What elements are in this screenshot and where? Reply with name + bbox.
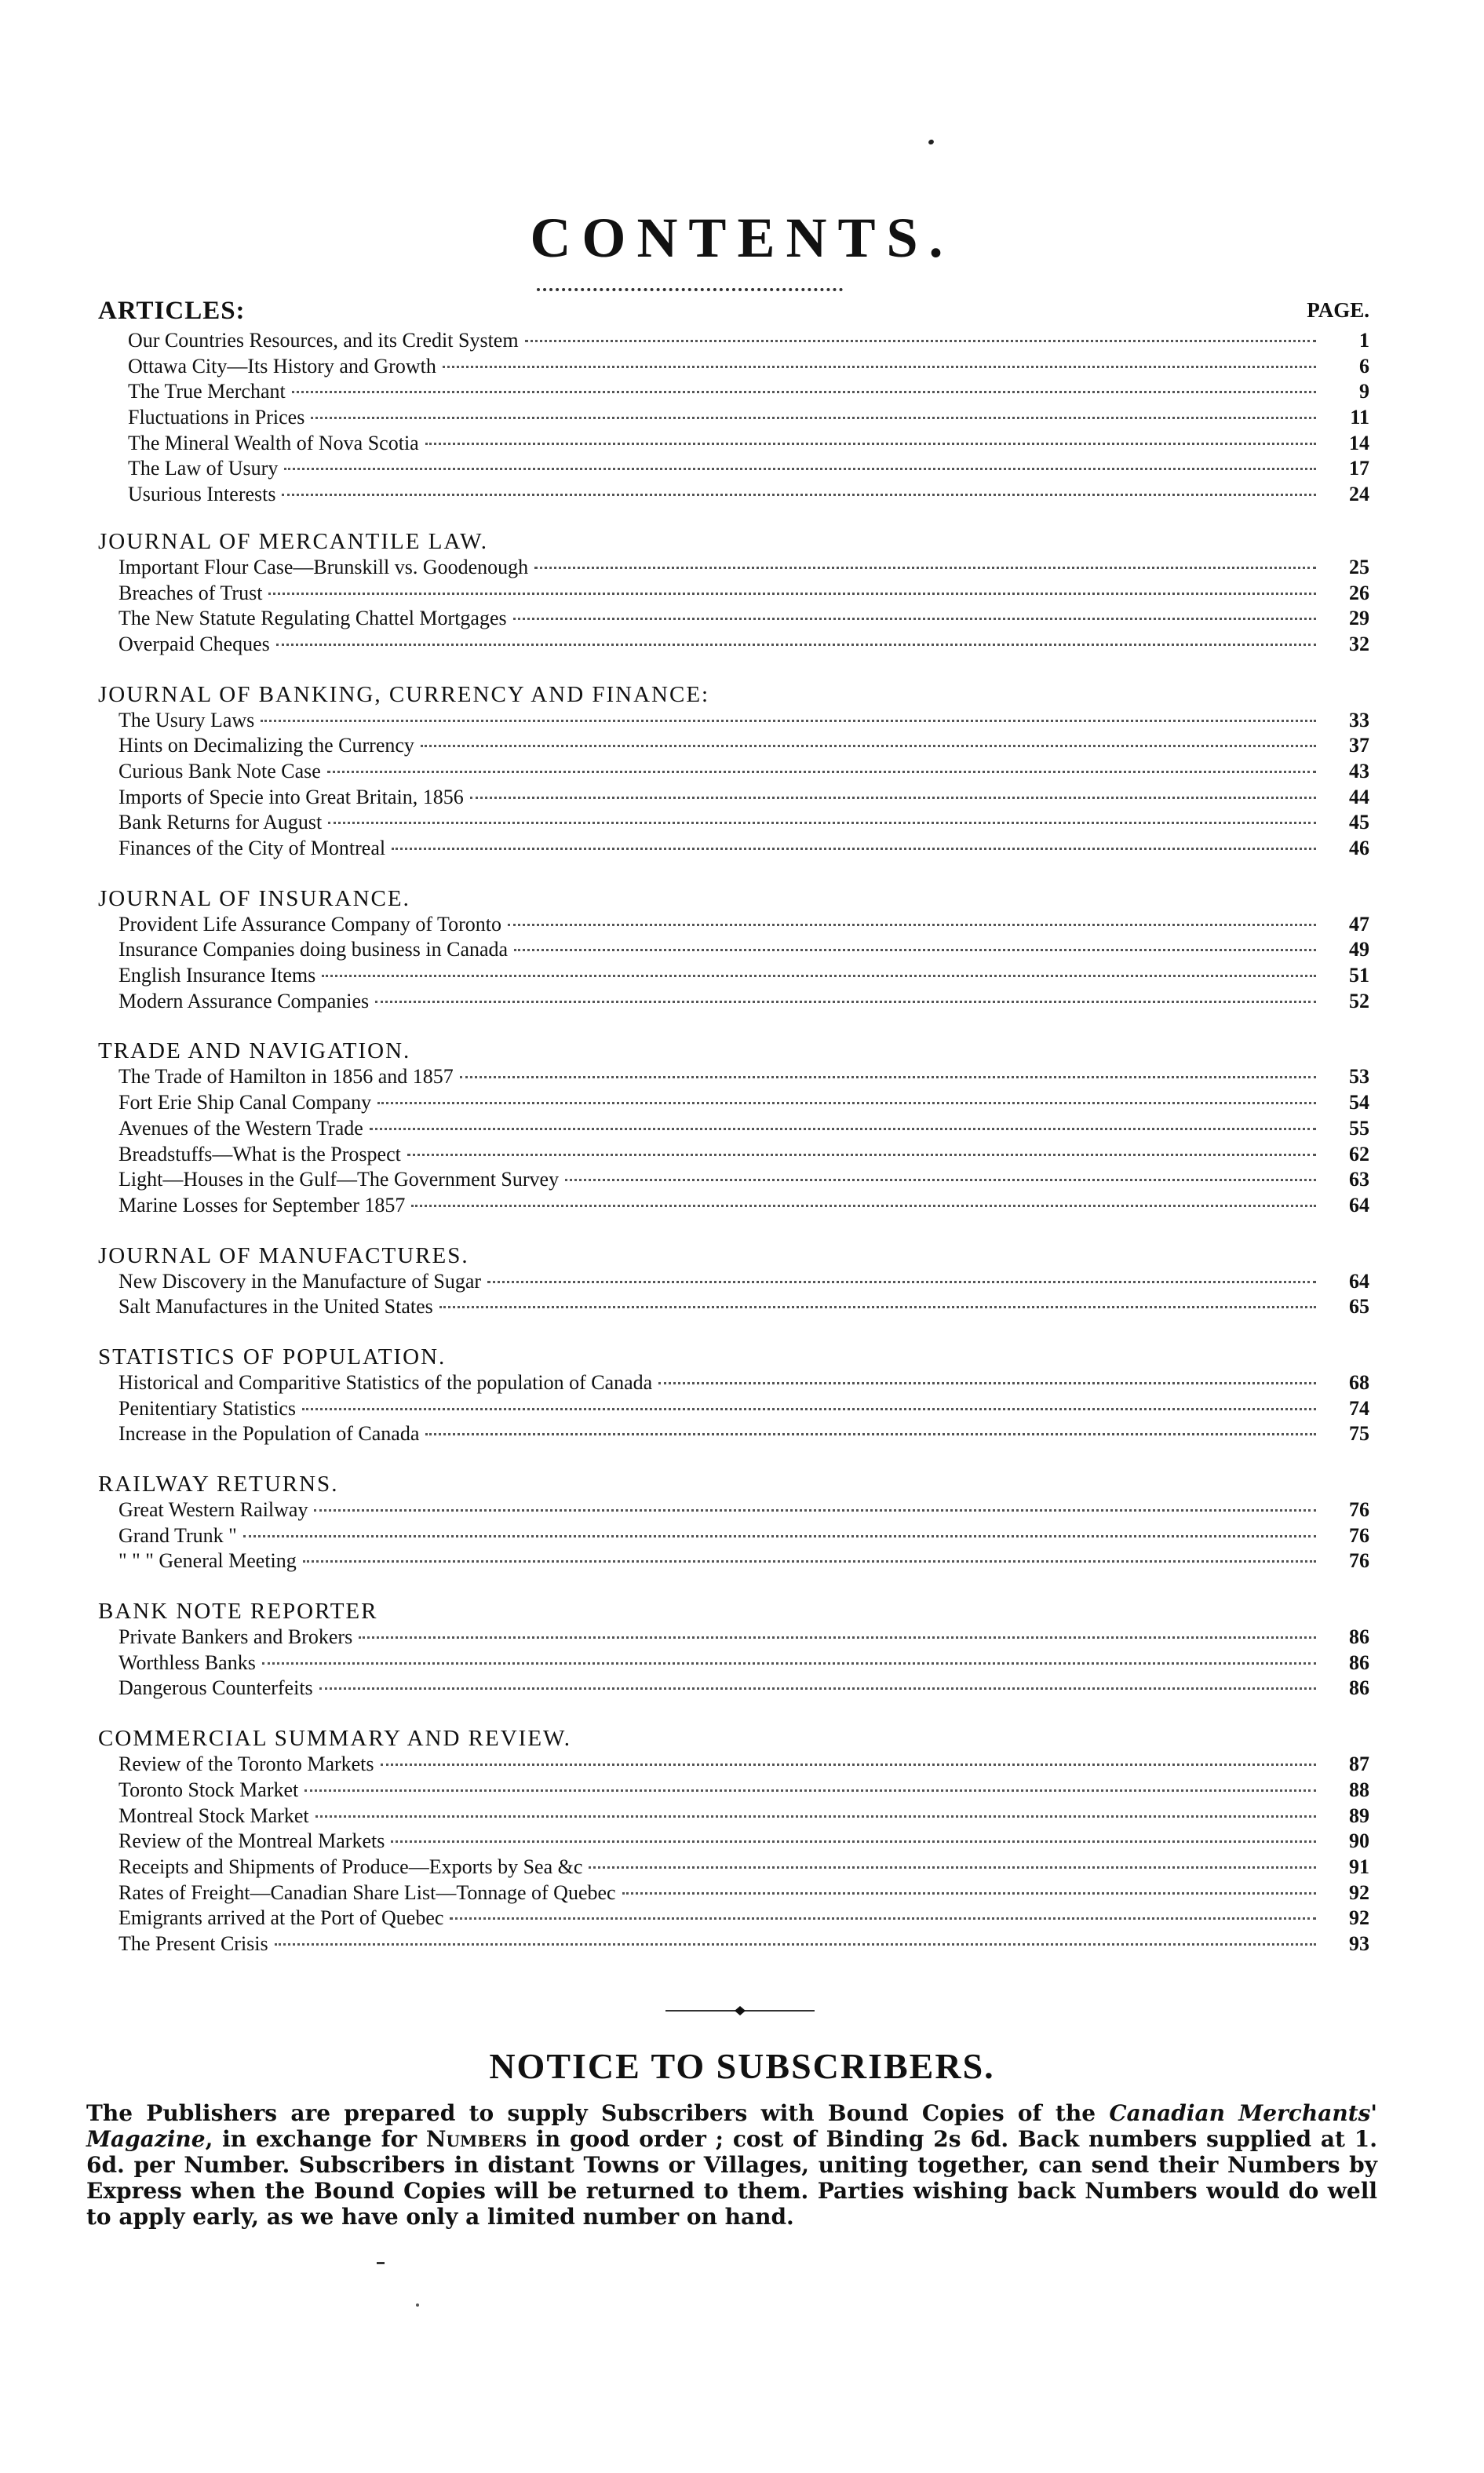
divider-ornament bbox=[665, 2005, 815, 2016]
toc-section bbox=[98, 328, 1369, 508]
toc-entry bbox=[98, 606, 1369, 632]
entry-title: The True Merchant bbox=[128, 380, 286, 403]
entry-page-number: 87 bbox=[1349, 1753, 1369, 1776]
entry-page-number: 32 bbox=[1349, 632, 1369, 655]
dot-leader bbox=[513, 618, 1316, 620]
toc-entry bbox=[98, 482, 1369, 508]
entry-title: Worthless Banks bbox=[119, 1650, 256, 1674]
entry-page-number: 49 bbox=[1349, 938, 1369, 961]
toc-entry bbox=[98, 1804, 1369, 1829]
toc-entry bbox=[98, 1906, 1369, 1931]
entry-title: Avenues of the Western Trade bbox=[119, 1116, 363, 1140]
entry-page-number: 52 bbox=[1349, 989, 1369, 1012]
section-title: TRADE AND NAVIGATION. bbox=[98, 1038, 411, 1064]
entry-title: Review of the Toronto Markets bbox=[119, 1753, 374, 1776]
entry-title: The Law of Usury bbox=[128, 457, 279, 480]
entry-page-number: 64 bbox=[1349, 1269, 1369, 1293]
entry-title: Important Flour Case—Brunskill vs. Goodenough bbox=[119, 555, 529, 578]
toc-entry bbox=[98, 581, 1369, 607]
entry-page-number: 24 bbox=[1349, 483, 1369, 506]
entry-title: Provident Life Assurance Company of Toronto bbox=[119, 912, 502, 936]
section-title: STATISTICS OF POPULATION. bbox=[98, 1344, 447, 1370]
toc-entry bbox=[98, 1269, 1369, 1295]
toc-entry bbox=[98, 555, 1369, 581]
toc-entry bbox=[98, 1752, 1369, 1778]
toc-section bbox=[98, 1471, 1369, 1574]
toc-entry bbox=[98, 1370, 1369, 1396]
dot-leader bbox=[319, 1687, 1316, 1690]
entry-page-number: 26 bbox=[1349, 581, 1369, 604]
entry-page-number: 76 bbox=[1349, 1523, 1369, 1547]
toc-entry bbox=[98, 354, 1369, 380]
toc-entry bbox=[98, 328, 1369, 354]
toc-entry bbox=[98, 1167, 1369, 1193]
stray-mark bbox=[416, 2303, 419, 2307]
entry-title: Private Bankers and Brokers bbox=[119, 1625, 353, 1649]
entry-page-number: 86 bbox=[1349, 1650, 1369, 1674]
dot-leader bbox=[392, 848, 1316, 850]
dot-leader bbox=[439, 1306, 1316, 1308]
entry-page-number: 62 bbox=[1349, 1142, 1369, 1165]
entry-title: Salt Manufactures in the United States bbox=[119, 1295, 433, 1319]
entry-page-number: 76 bbox=[1349, 1498, 1369, 1521]
dot-leader bbox=[425, 1433, 1316, 1435]
toc-section bbox=[98, 1242, 1369, 1320]
toc-entry bbox=[98, 1116, 1369, 1142]
dot-leader bbox=[525, 340, 1316, 342]
stray-mark bbox=[377, 2262, 385, 2264]
entry-page-number: 89 bbox=[1349, 1804, 1369, 1827]
toc-entry bbox=[98, 1497, 1369, 1523]
entry-page-number: 74 bbox=[1349, 1396, 1369, 1420]
dot-leader bbox=[302, 1408, 1316, 1410]
toc-section bbox=[98, 1598, 1369, 1702]
dot-leader bbox=[565, 1179, 1316, 1181]
dot-leader bbox=[411, 1205, 1316, 1207]
entry-title: Great Western Railway bbox=[119, 1498, 308, 1521]
entry-title: Breadstuffs—What is the Prospect bbox=[119, 1142, 401, 1165]
entry-title: Hints on Decimalizing the Currency bbox=[119, 734, 414, 757]
section-title: JOURNAL OF MERCANTILE LAW. bbox=[98, 528, 489, 554]
entry-title: The Present Crisis bbox=[119, 1931, 268, 1955]
entry-page-number: 45 bbox=[1349, 811, 1369, 834]
title-rule bbox=[537, 288, 843, 291]
toc-entry bbox=[98, 1676, 1369, 1702]
toc-entry bbox=[98, 989, 1369, 1015]
entry-page-number: 75 bbox=[1349, 1422, 1369, 1446]
dot-leader bbox=[328, 822, 1316, 824]
page-column-label: PAGE. bbox=[1307, 298, 1369, 322]
dot-leader bbox=[658, 1382, 1316, 1384]
entry-title: Our Countries Resources, and its Credit System bbox=[128, 329, 519, 352]
entry-title: The Usury Laws bbox=[119, 708, 255, 731]
dot-leader bbox=[514, 949, 1316, 951]
entry-title: Toronto Stock Market bbox=[119, 1778, 299, 1801]
entry-page-number: 92 bbox=[1349, 1906, 1369, 1930]
entry-page-number: 1 bbox=[1359, 329, 1369, 352]
toc-entry bbox=[98, 937, 1369, 963]
notice-title: NOTICE TO SUBSCRIBERS. bbox=[489, 2046, 995, 2086]
entry-page-number: 17 bbox=[1349, 457, 1369, 480]
section-title: BANK NOTE REPORTER bbox=[98, 1599, 378, 1625]
entry-page-number: 47 bbox=[1349, 912, 1369, 936]
dot-leader bbox=[450, 1917, 1316, 1920]
toc-entry bbox=[98, 1778, 1369, 1804]
toc-entry bbox=[98, 1142, 1369, 1168]
section-title: JOURNAL OF BANKING, CURRENCY AND FINANCE: bbox=[98, 681, 710, 707]
toc-entry bbox=[98, 810, 1369, 836]
entry-page-number: 86 bbox=[1349, 1625, 1369, 1649]
articles-label: ARTICLES: bbox=[98, 297, 246, 325]
toc-section bbox=[98, 1344, 1369, 1447]
entry-title: Breaches of Trust bbox=[119, 581, 263, 604]
dot-leader bbox=[381, 1764, 1316, 1766]
entry-page-number: 51 bbox=[1349, 964, 1369, 987]
toc-entry bbox=[98, 1931, 1369, 1957]
entry-page-number: 6 bbox=[1359, 354, 1369, 378]
notice-body bbox=[86, 2100, 1377, 2230]
toc-entry bbox=[98, 1064, 1369, 1090]
dot-leader bbox=[370, 1128, 1316, 1130]
entry-title: Review of the Montreal Markets bbox=[119, 1829, 385, 1853]
entry-title: Increase in the Population of Canada bbox=[119, 1422, 420, 1446]
toc-entry bbox=[98, 1650, 1369, 1676]
entry-page-number: 25 bbox=[1349, 555, 1369, 578]
page-title: CONTENTS. bbox=[530, 206, 954, 269]
toc-section bbox=[98, 528, 1369, 658]
entry-title: Ottawa City—Its History and Growth bbox=[128, 354, 436, 378]
section-title: JOURNAL OF INSURANCE. bbox=[98, 885, 410, 911]
dot-leader bbox=[375, 1001, 1316, 1003]
toc-entry bbox=[98, 456, 1369, 482]
entry-page-number: 55 bbox=[1349, 1116, 1369, 1140]
dot-leader bbox=[322, 975, 1316, 977]
dot-leader bbox=[262, 1662, 1316, 1665]
entry-page-number: 65 bbox=[1349, 1295, 1369, 1319]
section-title: RAILWAY RETURNS. bbox=[98, 1472, 339, 1497]
entry-title: Marine Losses for September 1857 bbox=[119, 1193, 406, 1216]
entry-title: Imports of Specie into Great Britain, 1856 bbox=[119, 785, 464, 808]
dot-leader bbox=[292, 391, 1316, 393]
entry-title: Grand Trunk " bbox=[119, 1523, 237, 1547]
dot-leader bbox=[268, 593, 1316, 595]
dot-leader bbox=[304, 1789, 1316, 1792]
entry-title: Usurious Interests bbox=[128, 483, 276, 506]
entry-title: Penitentiary Statistics bbox=[119, 1396, 297, 1420]
entry-page-number: 86 bbox=[1349, 1676, 1369, 1700]
toc-sections bbox=[98, 328, 1369, 1957]
toc-entry bbox=[98, 1829, 1369, 1855]
entry-title: Rates of Freight—Canadian Share List—Tonnage of Quebec bbox=[119, 1880, 616, 1904]
entry-title: Historical and Comparitive Statistics of the population of Canada bbox=[119, 1370, 653, 1394]
dot-leader bbox=[282, 494, 1316, 496]
toc-section bbox=[98, 885, 1369, 1015]
entry-title: Receipts and Shipments of Produce—Exports by Sea &c bbox=[119, 1855, 583, 1878]
entry-title: Montreal Stock Market bbox=[119, 1804, 309, 1827]
entry-page-number: 54 bbox=[1349, 1091, 1369, 1114]
entry-page-number: 53 bbox=[1349, 1065, 1369, 1089]
toc-entry bbox=[98, 1523, 1369, 1549]
dot-leader bbox=[487, 1281, 1316, 1283]
toc-entry bbox=[98, 1396, 1369, 1422]
dot-leader bbox=[275, 1943, 1316, 1946]
dot-leader bbox=[443, 366, 1316, 368]
entry-page-number: 33 bbox=[1349, 708, 1369, 731]
toc-header bbox=[98, 297, 1369, 328]
toc-entry bbox=[98, 1548, 1369, 1574]
dot-leader bbox=[425, 443, 1316, 445]
entry-page-number: 46 bbox=[1349, 837, 1369, 859]
entry-page-number: 76 bbox=[1349, 1549, 1369, 1573]
entry-title: Fluctuations in Prices bbox=[128, 406, 305, 429]
table-of-contents bbox=[98, 297, 1369, 1981]
entry-page-number: 64 bbox=[1349, 1193, 1369, 1216]
toc-entry bbox=[98, 836, 1369, 862]
dot-leader bbox=[243, 1535, 1316, 1537]
dot-leader bbox=[327, 771, 1316, 773]
dot-leader bbox=[284, 468, 1316, 470]
entry-page-number: 68 bbox=[1349, 1370, 1369, 1394]
toc-entry bbox=[98, 1090, 1369, 1116]
entry-page-number: 93 bbox=[1349, 1931, 1369, 1955]
entry-page-number: 29 bbox=[1349, 607, 1369, 630]
toc-entry bbox=[98, 1855, 1369, 1880]
toc-entry bbox=[98, 733, 1369, 759]
entry-title: New Discovery in the Manufacture of Sugar bbox=[119, 1269, 482, 1293]
entry-title: Overpaid Cheques bbox=[119, 632, 270, 655]
section-title: JOURNAL OF MANUFACTURES. bbox=[98, 1242, 469, 1268]
entry-page-number: 91 bbox=[1349, 1855, 1369, 1878]
entry-page-number: 88 bbox=[1349, 1778, 1369, 1801]
dot-leader bbox=[303, 1560, 1316, 1563]
entry-title: Finances of the City of Montreal bbox=[119, 837, 386, 859]
dot-leader bbox=[460, 1076, 1316, 1078]
dot-leader bbox=[622, 1892, 1316, 1895]
entry-title: The Trade of Hamilton in 1856 and 1857 bbox=[119, 1065, 454, 1089]
notice-text-1: The Publishers are prepared to supply Subscribers with Bound Copies of the bbox=[86, 2100, 1110, 2126]
dot-leader bbox=[391, 1840, 1316, 1843]
toc-entry bbox=[98, 632, 1369, 658]
toc-entry bbox=[98, 1421, 1369, 1447]
entry-title: Insurance Companies doing business in Canada bbox=[119, 938, 509, 961]
ink-speck bbox=[928, 139, 935, 146]
dot-leader bbox=[314, 1509, 1316, 1512]
toc-section bbox=[98, 1038, 1369, 1218]
entry-title: " " " General Meeting bbox=[119, 1549, 297, 1573]
toc-entry bbox=[98, 1880, 1369, 1906]
dot-leader bbox=[311, 417, 1316, 419]
dot-leader bbox=[407, 1154, 1316, 1156]
dot-leader bbox=[508, 924, 1316, 926]
entry-page-number: 44 bbox=[1349, 785, 1369, 808]
toc-entry bbox=[98, 405, 1369, 431]
entry-page-number: 9 bbox=[1359, 380, 1369, 403]
dot-leader bbox=[315, 1815, 1316, 1818]
notice-text-3: in good order ; cost of Binding 2s 6d. Back numbers supplied at 1. 6d. per Number. Subscribers in distant Towns or Villages, uniting together, can send their Numbers by Express when the Bound Copies will be returned to them. Parties wishing back Numbers would do well to apply early, as we have only a limited number on hand. bbox=[86, 2126, 1378, 2230]
dot-leader bbox=[470, 797, 1316, 799]
dot-leader bbox=[261, 720, 1316, 722]
entry-title: Curious Bank Note Case bbox=[119, 759, 321, 782]
dot-leader bbox=[359, 1636, 1316, 1639]
dot-leader bbox=[377, 1102, 1316, 1104]
dot-leader bbox=[534, 567, 1316, 569]
entry-page-number: 43 bbox=[1349, 759, 1369, 782]
notice-magazine-name: Canadian Merchants' Magazine bbox=[86, 2100, 1377, 2152]
toc-entry bbox=[98, 785, 1369, 811]
toc-entry bbox=[98, 431, 1369, 457]
toc-entry bbox=[98, 1193, 1369, 1219]
toc-entry bbox=[98, 708, 1369, 734]
entry-page-number: 90 bbox=[1349, 1829, 1369, 1853]
entry-title: Light—Houses in the Gulf—The Government Survey bbox=[119, 1168, 560, 1191]
toc-entry bbox=[98, 1625, 1369, 1650]
entry-title: Dangerous Counterfeits bbox=[119, 1676, 313, 1700]
notice-text-2: , in exchange for bbox=[205, 2126, 426, 2152]
section-title: COMMERCIAL SUMMARY AND REVIEW. bbox=[98, 1726, 571, 1752]
entry-page-number: 37 bbox=[1349, 734, 1369, 757]
toc-entry bbox=[98, 912, 1369, 938]
entry-title: Emigrants arrived at the Port of Quebec bbox=[119, 1906, 444, 1930]
toc-entry bbox=[98, 379, 1369, 405]
toc-section bbox=[98, 681, 1369, 862]
entry-page-number: 14 bbox=[1349, 431, 1369, 454]
entry-title: Modern Assurance Companies bbox=[119, 989, 370, 1012]
entry-title: Bank Returns for August bbox=[119, 811, 323, 834]
entry-page-number: 11 bbox=[1350, 406, 1369, 429]
toc-entry bbox=[98, 759, 1369, 785]
dot-leader bbox=[421, 745, 1316, 747]
entry-title: The New Statute Regulating Chattel Mortgages bbox=[119, 607, 507, 630]
notice-numbers: Numbers bbox=[425, 2126, 527, 2152]
entry-title: English Insurance Items bbox=[119, 964, 316, 987]
entry-page-number: 92 bbox=[1349, 1880, 1369, 1904]
entry-page-number: 63 bbox=[1349, 1168, 1369, 1191]
dot-leader bbox=[589, 1866, 1316, 1869]
entry-title: Fort Erie Ship Canal Company bbox=[119, 1091, 372, 1114]
dot-leader bbox=[276, 644, 1316, 646]
toc-entry bbox=[98, 1294, 1369, 1320]
entry-title: The Mineral Wealth of Nova Scotia bbox=[128, 431, 419, 454]
toc-entry bbox=[98, 963, 1369, 989]
toc-section bbox=[98, 1725, 1369, 1957]
